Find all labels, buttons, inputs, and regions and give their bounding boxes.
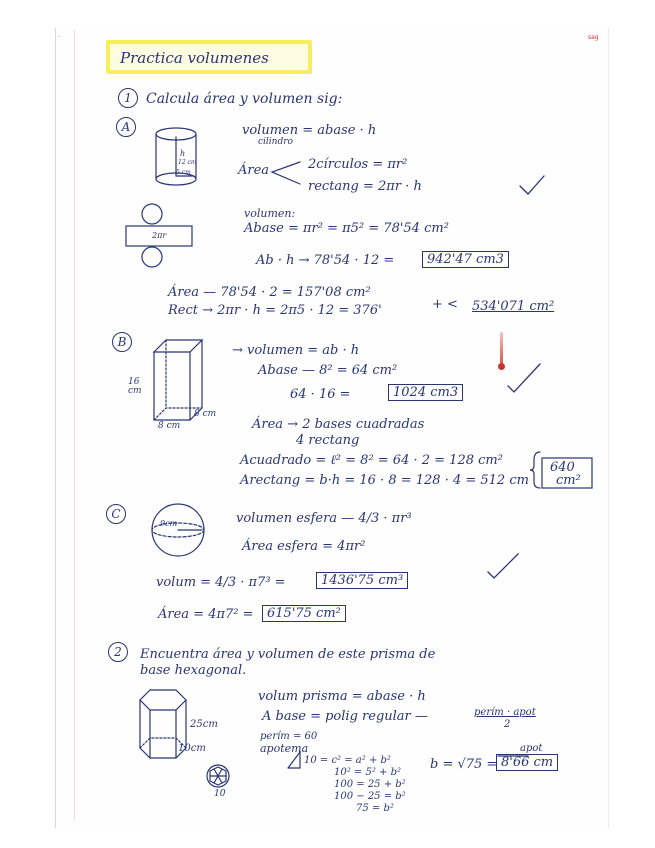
a-area-total: 534'071 cm² [472, 299, 555, 314]
ex2-pyth-1: 10 = c² = a² + b² [304, 755, 391, 766]
corner-mark-right: sag [588, 34, 599, 41]
b-calc-pre: 64 · 16 = [290, 387, 351, 402]
a-volume-sub: cilindro [258, 137, 293, 147]
b-area-line2: 4 rectang [296, 433, 360, 448]
b-area-line1: Área → 2 bases cuadradas [252, 417, 425, 432]
ex2-perimeter: perím = 60 [260, 731, 318, 742]
a-area-total-prefix: + < [432, 297, 458, 312]
ex2-pyth-3: 100 = 25 + b² [334, 779, 406, 790]
c-volume-formula: volumen esfera — 4/3 · πr³ [236, 511, 412, 526]
part-c-label: C [106, 504, 126, 524]
b-arectang: Arectang = b·h = 16 · 8 = 128 · 4 = 512 cm [240, 473, 529, 488]
ex2-root: b = √75 = [430, 757, 498, 772]
c-area-calc: Área = 4π7² = [158, 607, 254, 622]
exercise-1-prompt: Calcula área y volumen sig: [146, 91, 343, 107]
a-volume-result: 942'47 cm3 [422, 251, 509, 268]
a-area-circles: 2círculos = πr² [308, 157, 408, 172]
ex2-pyth-5: 75 = b² [356, 803, 394, 814]
a-volume-head: volumen: [244, 207, 296, 220]
hex-side-label: 10cm [178, 743, 206, 754]
ex2-pyth-2: 10² = 5² + b² [334, 767, 401, 778]
a-rect-calc: Rect → 2πr · h = 2π5 · 12 = 376' [168, 303, 382, 318]
ex2-apot-label: apot [520, 743, 543, 754]
cylinder-base-label: 5 cm [176, 169, 191, 176]
a-abh-pre: Ab · h → 78'54 · 12 = [256, 253, 395, 268]
cylinder-height-label: h [180, 149, 186, 158]
hex-height-label: 25cm [190, 719, 218, 730]
ex2-pyth-4: 100 − 25 = b² [334, 791, 406, 802]
part-a-label: A [116, 117, 136, 137]
ex2-apot-result: 8'66 cm [496, 754, 558, 771]
b-volume-formula: → volumen = ab · h [232, 343, 360, 358]
c-area-result: 615'75 cm² [262, 605, 346, 622]
b-abase: Abase — 8² = 64 cm² [258, 363, 398, 378]
page-title: Practica volumenes [120, 49, 269, 67]
prism-width-label: 8 cm [158, 421, 181, 431]
ex2-abase: A base = polig regular — [262, 709, 428, 724]
a-abase: Abase = πr² = π5² = 78'54 cm² [244, 221, 449, 236]
part-b-label: B [112, 332, 132, 352]
exercise-2-prompt-1: Encuentra área y volumen de este prisma de [140, 647, 436, 662]
b-volume-result: 1024 cm3 [388, 384, 463, 401]
a-area-circles-calc: Área — 78'54 · 2 = 157'08 cm² [168, 285, 371, 300]
ex2-abase-fraction: perím · apot [474, 707, 536, 718]
prism-depth-label: 8 cm [194, 409, 217, 419]
a-volume-formula: volumen = abase · h [242, 123, 377, 138]
b-area-total-top: 640 [550, 460, 575, 475]
b-acuadrado: Acuadrado = ℓ² = 8² = 64 · 2 = 128 cm² [240, 453, 503, 468]
c-volume-result: 1436'75 cm³ [316, 572, 408, 589]
a-area-word: Área [238, 163, 270, 178]
hex-small-label: 10 [214, 789, 226, 799]
c-volume-calc: volum = 4/3 · π7³ = [156, 575, 286, 590]
b-area-total-bottom: cm² [556, 473, 581, 488]
ex2-apotema: apotema [260, 742, 309, 755]
corner-mark-left: · [58, 34, 60, 41]
cylinder-dims-label: 12 cm [178, 159, 197, 166]
a-area-rect: rectang = 2πr · h [308, 179, 422, 194]
ex2-abase-denominator: 2 [504, 719, 511, 730]
sphere-radius-label: 9cm [160, 519, 178, 528]
ex2-volume-formula: volum prisma = abase · h [258, 689, 426, 704]
exercise-2-number: 2 [108, 642, 128, 662]
exercise-2-prompt-2: base hexagonal. [140, 663, 247, 678]
net-length-label: 2πr [152, 231, 167, 240]
exercise-1-number: 1 [118, 88, 138, 108]
c-area-formula: Área esfera = 4πr² [242, 539, 366, 554]
prism-height-label: 16 cm [128, 377, 142, 396]
